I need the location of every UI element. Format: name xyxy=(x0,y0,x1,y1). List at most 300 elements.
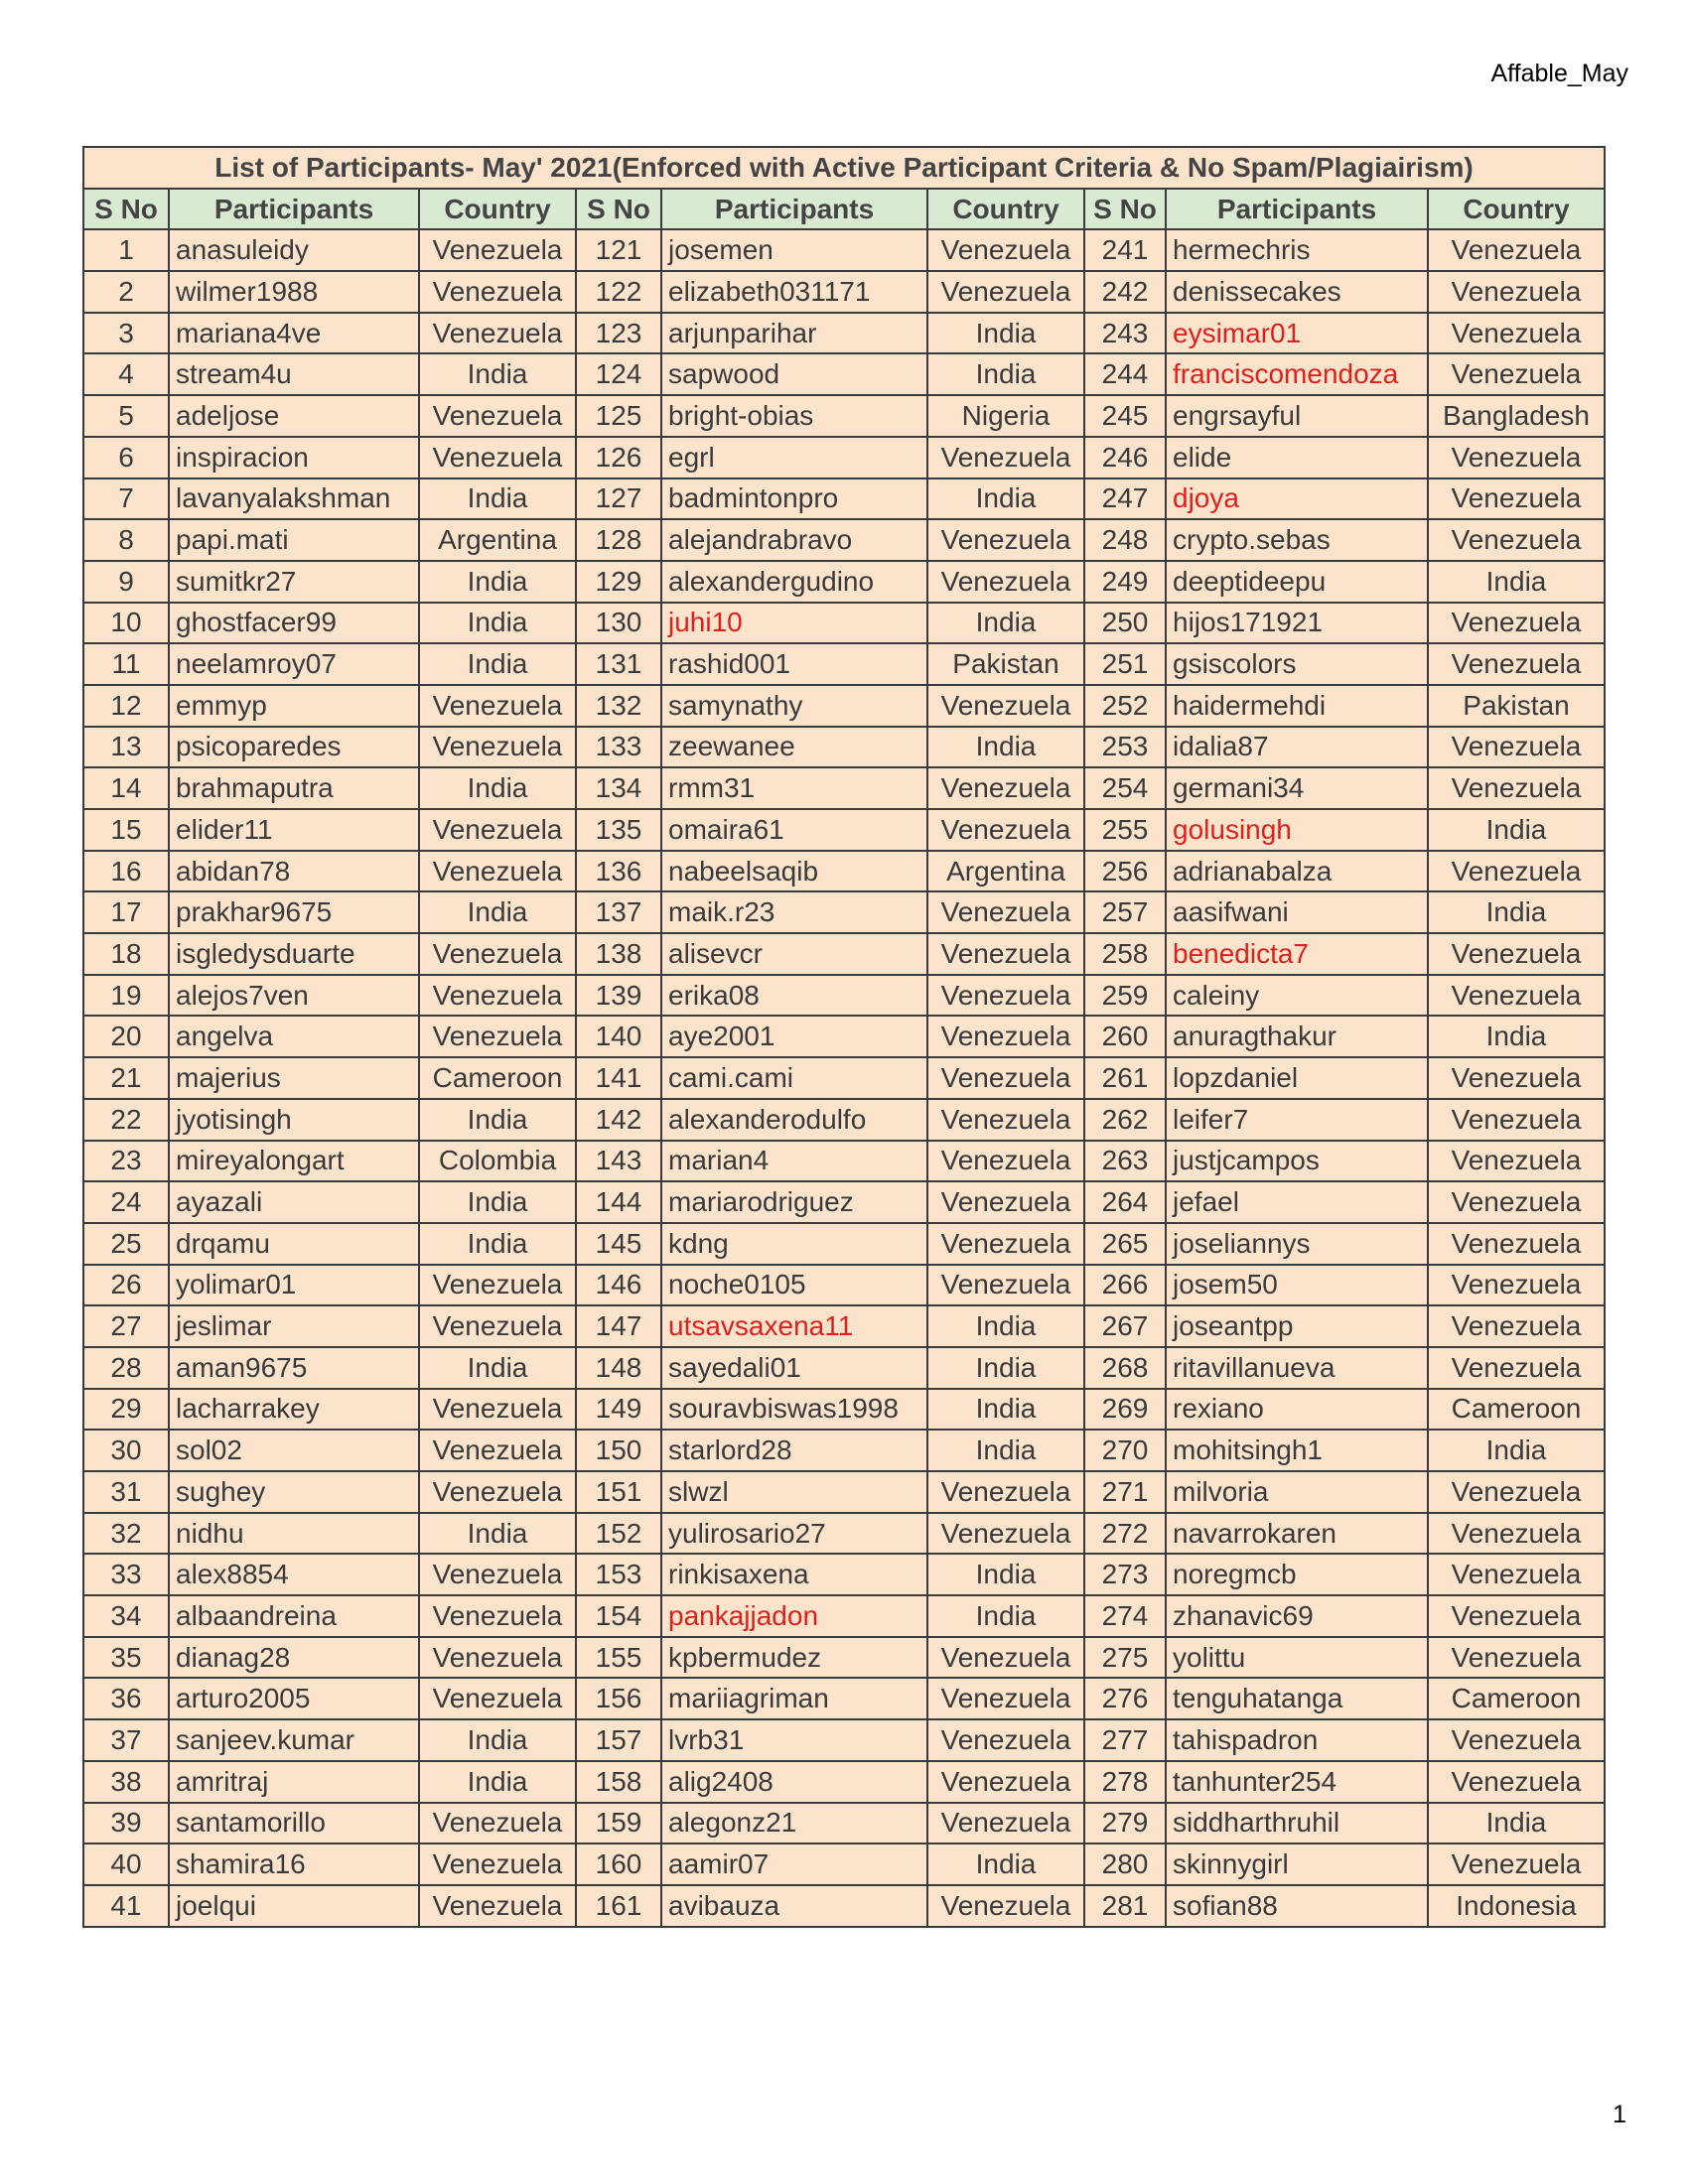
participant-sno: 251 xyxy=(1084,643,1166,685)
participant-name: cami.cami xyxy=(661,1057,927,1099)
participant-country: India xyxy=(927,1430,1084,1471)
participant-country: Venezuela xyxy=(1428,1761,1605,1803)
participant-name: omaira61 xyxy=(661,809,927,851)
participant-name: ayazali xyxy=(169,1181,419,1223)
participant-country: Venezuela xyxy=(1428,1595,1605,1637)
participant-name: dianag28 xyxy=(169,1637,419,1679)
participant-sno: 126 xyxy=(576,437,661,478)
participant-name: josem50 xyxy=(1166,1265,1428,1306)
participant-name: tenguhatanga xyxy=(1166,1678,1428,1719)
participant-sno: 41 xyxy=(83,1885,169,1927)
table-row xyxy=(83,767,1605,809)
participant-name: alig2408 xyxy=(661,1761,927,1803)
participant-sno: 7 xyxy=(83,478,169,520)
participant-country: India xyxy=(927,1305,1084,1347)
participant-name: joseliannys xyxy=(1166,1223,1428,1265)
participant-sno: 250 xyxy=(1084,603,1166,644)
participant-name: isgledysduarte xyxy=(169,933,419,975)
participant-country: Venezuela xyxy=(1428,1223,1605,1265)
participant-name: lvrb31 xyxy=(661,1719,927,1761)
participant-country: India xyxy=(927,353,1084,395)
participant-name: papi.mati xyxy=(169,519,419,561)
participant-country: Venezuela xyxy=(419,727,576,768)
participant-sno: 271 xyxy=(1084,1471,1166,1513)
participant-sno: 273 xyxy=(1084,1554,1166,1595)
participant-sno: 25 xyxy=(83,1223,169,1265)
participant-sno: 35 xyxy=(83,1637,169,1679)
participant-name: aman9675 xyxy=(169,1347,419,1389)
participant-sno: 264 xyxy=(1084,1181,1166,1223)
participant-country: Venezuela xyxy=(419,229,576,271)
participant-country: India xyxy=(419,767,576,809)
participant-sno: 11 xyxy=(83,643,169,685)
participant-name: skinnygirl xyxy=(1166,1843,1428,1885)
table-row xyxy=(83,1347,1605,1389)
participant-name: joelqui xyxy=(169,1885,419,1927)
participant-sno: 261 xyxy=(1084,1057,1166,1099)
participant-sno: 152 xyxy=(576,1513,661,1555)
participant-sno: 34 xyxy=(83,1595,169,1637)
table-row xyxy=(83,353,1605,395)
participant-sno: 40 xyxy=(83,1843,169,1885)
table-row xyxy=(83,1016,1605,1057)
participant-sno: 22 xyxy=(83,1099,169,1141)
participant-sno: 256 xyxy=(1084,851,1166,892)
participant-sno: 14 xyxy=(83,767,169,809)
participant-sno: 146 xyxy=(576,1265,661,1306)
participant-country: Venezuela xyxy=(419,809,576,851)
participant-sno: 31 xyxy=(83,1471,169,1513)
participant-country: Venezuela xyxy=(1428,229,1605,271)
participant-name: inspiracion xyxy=(169,437,419,478)
participant-sno: 16 xyxy=(83,851,169,892)
participant-name: justjcampos xyxy=(1166,1141,1428,1182)
participant-sno: 17 xyxy=(83,891,169,933)
table-row xyxy=(83,643,1605,685)
participant-sno: 133 xyxy=(576,727,661,768)
table-title: List of Participants- May' 2021(Enforced with Active Participant Criteria & No Spam/Plagiairism) xyxy=(83,147,1605,189)
participant-sno: 139 xyxy=(576,975,661,1017)
participant-name: alisevcr xyxy=(661,933,927,975)
participant-country: Venezuela xyxy=(927,1016,1084,1057)
table-row xyxy=(83,1803,1605,1844)
participant-sno: 260 xyxy=(1084,1016,1166,1057)
participant-sno: 123 xyxy=(576,313,661,354)
participant-name: erika08 xyxy=(661,975,927,1017)
participant-sno: 138 xyxy=(576,933,661,975)
participant-name: sol02 xyxy=(169,1430,419,1471)
participant-country: Argentina xyxy=(927,851,1084,892)
participant-name: zhanavic69 xyxy=(1166,1595,1428,1637)
table-row xyxy=(83,1595,1605,1637)
participant-country: India xyxy=(419,1181,576,1223)
participant-country: Venezuela xyxy=(1428,1347,1605,1389)
participant-name: golusingh xyxy=(1166,809,1428,851)
participant-name: shamira16 xyxy=(169,1843,419,1885)
participant-sno: 1 xyxy=(83,229,169,271)
participant-sno: 141 xyxy=(576,1057,661,1099)
participant-country: Venezuela xyxy=(419,395,576,437)
participant-country: Venezuela xyxy=(1428,353,1605,395)
participant-country: Venezuela xyxy=(419,1430,576,1471)
participant-name: benedicta7 xyxy=(1166,933,1428,975)
table-row xyxy=(83,727,1605,768)
participant-country: India xyxy=(419,1347,576,1389)
table-row xyxy=(83,1305,1605,1347)
participant-country: Venezuela xyxy=(419,851,576,892)
participant-sno: 254 xyxy=(1084,767,1166,809)
participant-name: joseantpp xyxy=(1166,1305,1428,1347)
participant-country: Venezuela xyxy=(927,1719,1084,1761)
participant-country: India xyxy=(419,561,576,603)
participant-name: nabeelsaqib xyxy=(661,851,927,892)
participant-name: wilmer1988 xyxy=(169,271,419,313)
participant-sno: 159 xyxy=(576,1803,661,1844)
participant-country: Venezuela xyxy=(927,561,1084,603)
column-header-country: Country xyxy=(1428,189,1605,230)
participant-country: Venezuela xyxy=(1428,1181,1605,1223)
participant-name: franciscomendoza xyxy=(1166,353,1428,395)
participant-country: Venezuela xyxy=(419,1885,576,1927)
participant-country: Venezuela xyxy=(927,891,1084,933)
participant-name: juhi10 xyxy=(661,603,927,644)
participant-country: Venezuela xyxy=(1428,519,1605,561)
table-row xyxy=(83,1471,1605,1513)
participant-country: Venezuela xyxy=(1428,1265,1605,1306)
participant-country: India xyxy=(419,478,576,520)
participant-name: aasifwani xyxy=(1166,891,1428,933)
participant-sno: 247 xyxy=(1084,478,1166,520)
participant-name: mariarodriguez xyxy=(661,1181,927,1223)
table-row xyxy=(83,1719,1605,1761)
participant-country: Venezuela xyxy=(927,1099,1084,1141)
participant-sno: 265 xyxy=(1084,1223,1166,1265)
participant-sno: 272 xyxy=(1084,1513,1166,1555)
participant-country: India xyxy=(1428,1430,1605,1471)
participant-country: Venezuela xyxy=(1428,437,1605,478)
participant-sno: 244 xyxy=(1084,353,1166,395)
participant-country: Colombia xyxy=(419,1141,576,1182)
participant-sno: 32 xyxy=(83,1513,169,1555)
table-row xyxy=(83,1513,1605,1555)
participant-sno: 39 xyxy=(83,1803,169,1844)
participant-sno: 28 xyxy=(83,1347,169,1389)
participant-sno: 280 xyxy=(1084,1843,1166,1885)
participant-sno: 266 xyxy=(1084,1265,1166,1306)
participant-country: Venezuela xyxy=(927,1513,1084,1555)
participant-sno: 263 xyxy=(1084,1141,1166,1182)
participant-sno: 249 xyxy=(1084,561,1166,603)
participant-country: Venezuela xyxy=(927,933,1084,975)
participant-country: Venezuela xyxy=(1428,1719,1605,1761)
participant-country: India xyxy=(419,1719,576,1761)
participant-country: Venezuela xyxy=(927,1057,1084,1099)
participant-country: Venezuela xyxy=(419,313,576,354)
participant-sno: 125 xyxy=(576,395,661,437)
participant-name: mohitsingh1 xyxy=(1166,1430,1428,1471)
column-header-participants: Participants xyxy=(1166,189,1428,230)
participant-name: mariana4ve xyxy=(169,313,419,354)
participant-name: deeptideepu xyxy=(1166,561,1428,603)
participant-country: Cameroon xyxy=(1428,1389,1605,1431)
participant-country: Venezuela xyxy=(1428,1471,1605,1513)
table-row xyxy=(83,229,1605,271)
participant-country: Venezuela xyxy=(1428,1843,1605,1885)
table-row xyxy=(83,1389,1605,1431)
participant-name: rmm31 xyxy=(661,767,927,809)
participant-country: India xyxy=(419,353,576,395)
participant-country: Venezuela xyxy=(1428,1513,1605,1555)
participant-sno: 18 xyxy=(83,933,169,975)
participant-name: hijos171921 xyxy=(1166,603,1428,644)
participant-name: amritraj xyxy=(169,1761,419,1803)
participant-country: India xyxy=(419,1761,576,1803)
participant-sno: 161 xyxy=(576,1885,661,1927)
participant-name: albaandreina xyxy=(169,1595,419,1637)
participant-country: Indonesia xyxy=(1428,1885,1605,1927)
participant-country: India xyxy=(1428,891,1605,933)
participant-name: nidhu xyxy=(169,1513,419,1555)
participant-sno: 153 xyxy=(576,1554,661,1595)
participant-sno: 15 xyxy=(83,809,169,851)
participant-rows xyxy=(83,229,1605,1926)
participant-country: Venezuela xyxy=(1428,727,1605,768)
table-row xyxy=(83,1430,1605,1471)
participant-sno: 137 xyxy=(576,891,661,933)
participant-sno: 253 xyxy=(1084,727,1166,768)
participant-sno: 129 xyxy=(576,561,661,603)
participant-name: mariiagriman xyxy=(661,1678,927,1719)
participant-country: Venezuela xyxy=(927,271,1084,313)
participant-name: emmyp xyxy=(169,685,419,727)
participant-sno: 151 xyxy=(576,1471,661,1513)
participant-country: Venezuela xyxy=(927,809,1084,851)
participant-sno: 274 xyxy=(1084,1595,1166,1637)
participant-country: Venezuela xyxy=(419,1471,576,1513)
participant-name: yulirosario27 xyxy=(661,1513,927,1555)
participant-sno: 21 xyxy=(83,1057,169,1099)
participant-sno: 9 xyxy=(83,561,169,603)
participant-sno: 257 xyxy=(1084,891,1166,933)
table-row xyxy=(83,891,1605,933)
participant-country: Venezuela xyxy=(1428,1637,1605,1679)
table-row xyxy=(83,313,1605,354)
participant-country: India xyxy=(419,1223,576,1265)
table-row xyxy=(83,478,1605,520)
participant-sno: 270 xyxy=(1084,1430,1166,1471)
participant-sno: 242 xyxy=(1084,271,1166,313)
participant-country: Venezuela xyxy=(419,933,576,975)
participant-sno: 33 xyxy=(83,1554,169,1595)
table-row xyxy=(83,603,1605,644)
participant-country: India xyxy=(1428,1803,1605,1844)
participant-country: Venezuela xyxy=(927,1471,1084,1513)
participant-sno: 279 xyxy=(1084,1803,1166,1844)
participant-sno: 5 xyxy=(83,395,169,437)
participant-country: Venezuela xyxy=(1428,933,1605,975)
participant-country: Venezuela xyxy=(927,1141,1084,1182)
participant-sno: 131 xyxy=(576,643,661,685)
participant-country: Venezuela xyxy=(927,1803,1084,1844)
participant-name: maik.r23 xyxy=(661,891,927,933)
participant-name: adeljose xyxy=(169,395,419,437)
participant-sno: 38 xyxy=(83,1761,169,1803)
participant-country: India xyxy=(419,1099,576,1141)
column-header-row xyxy=(83,189,1605,230)
participant-name: elide xyxy=(1166,437,1428,478)
participant-country: Pakistan xyxy=(927,643,1084,685)
participant-name: aamir07 xyxy=(661,1843,927,1885)
participant-name: sapwood xyxy=(661,353,927,395)
participant-name: alex8854 xyxy=(169,1554,419,1595)
participant-name: haidermehdi xyxy=(1166,685,1428,727)
participant-sno: 245 xyxy=(1084,395,1166,437)
participant-sno: 145 xyxy=(576,1223,661,1265)
participant-country: Venezuela xyxy=(419,1265,576,1306)
participant-name: alexanderodulfo xyxy=(661,1099,927,1141)
participant-name: neelamroy07 xyxy=(169,643,419,685)
participant-name: egrl xyxy=(661,437,927,478)
participant-sno: 122 xyxy=(576,271,661,313)
participant-sno: 27 xyxy=(83,1305,169,1347)
participant-sno: 3 xyxy=(83,313,169,354)
participant-sno: 252 xyxy=(1084,685,1166,727)
participant-name: santamorillo xyxy=(169,1803,419,1844)
participant-sno: 149 xyxy=(576,1389,661,1431)
participant-sno: 259 xyxy=(1084,975,1166,1017)
table-row xyxy=(83,561,1605,603)
participant-country: Venezuela xyxy=(1428,478,1605,520)
participant-name: pankajjadon xyxy=(661,1595,927,1637)
participant-country: India xyxy=(1428,809,1605,851)
document-header-tag: Affable_May xyxy=(1490,60,1628,87)
participant-country: India xyxy=(1428,561,1605,603)
participant-name: alexandergudino xyxy=(661,561,927,603)
participant-name: engrsayful xyxy=(1166,395,1428,437)
participant-sno: 19 xyxy=(83,975,169,1017)
page-number: 1 xyxy=(1613,2101,1626,2128)
participant-sno: 2 xyxy=(83,271,169,313)
participant-name: anasuleidy xyxy=(169,229,419,271)
participant-sno: 20 xyxy=(83,1016,169,1057)
column-header-sno: S No xyxy=(576,189,661,230)
participant-country: Venezuela xyxy=(927,1265,1084,1306)
participant-sno: 127 xyxy=(576,478,661,520)
participant-sno: 140 xyxy=(576,1016,661,1057)
participant-name: gsiscolors xyxy=(1166,643,1428,685)
participant-country: Venezuela xyxy=(1428,271,1605,313)
table-row xyxy=(83,809,1605,851)
participant-country: India xyxy=(927,603,1084,644)
participant-sno: 132 xyxy=(576,685,661,727)
participant-country: Venezuela xyxy=(1428,313,1605,354)
table-row xyxy=(83,1678,1605,1719)
participant-sno: 144 xyxy=(576,1181,661,1223)
participant-country: Venezuela xyxy=(419,1843,576,1885)
participant-name: tahispadron xyxy=(1166,1719,1428,1761)
participant-name: lacharrakey xyxy=(169,1389,419,1431)
participant-country: Venezuela xyxy=(1428,851,1605,892)
table-row xyxy=(83,395,1605,437)
participant-name: drqamu xyxy=(169,1223,419,1265)
participant-name: yolittu xyxy=(1166,1637,1428,1679)
participant-name: tanhunter254 xyxy=(1166,1761,1428,1803)
participant-country: India xyxy=(927,1595,1084,1637)
participant-sno: 6 xyxy=(83,437,169,478)
participant-sno: 4 xyxy=(83,353,169,395)
participant-name: bright-obias xyxy=(661,395,927,437)
participant-name: siddharthruhil xyxy=(1166,1803,1428,1844)
participant-country: India xyxy=(419,891,576,933)
participant-name: kpbermudez xyxy=(661,1637,927,1679)
participant-sno: 276 xyxy=(1084,1678,1166,1719)
participant-name: crypto.sebas xyxy=(1166,519,1428,561)
participant-sno: 277 xyxy=(1084,1719,1166,1761)
table-row xyxy=(83,1265,1605,1306)
participant-country: Venezuela xyxy=(1428,1141,1605,1182)
participant-country: Venezuela xyxy=(419,1637,576,1679)
participant-name: avibauza xyxy=(661,1885,927,1927)
participants-table xyxy=(82,146,1606,1928)
participant-sno: 37 xyxy=(83,1719,169,1761)
participant-name: alegonz21 xyxy=(661,1803,927,1844)
participant-sno: 275 xyxy=(1084,1637,1166,1679)
participant-country: Venezuela xyxy=(419,1595,576,1637)
participant-country: Bangladesh xyxy=(1428,395,1605,437)
participant-sno: 8 xyxy=(83,519,169,561)
participant-sno: 26 xyxy=(83,1265,169,1306)
participant-sno: 154 xyxy=(576,1595,661,1637)
participant-name: rinkisaxena xyxy=(661,1554,927,1595)
participant-sno: 30 xyxy=(83,1430,169,1471)
participant-country: Venezuela xyxy=(419,1803,576,1844)
table-row xyxy=(83,1181,1605,1223)
participant-country: Venezuela xyxy=(927,975,1084,1017)
participant-sno: 243 xyxy=(1084,313,1166,354)
table-row xyxy=(83,1885,1605,1927)
participant-country: India xyxy=(1428,1016,1605,1057)
participant-sno: 160 xyxy=(576,1843,661,1885)
participant-name: noche0105 xyxy=(661,1265,927,1306)
participant-country: Cameroon xyxy=(1428,1678,1605,1719)
participant-sno: 124 xyxy=(576,353,661,395)
participant-country: Pakistan xyxy=(1428,685,1605,727)
participant-name: zeewanee xyxy=(661,727,927,768)
participant-name: anuragthakur xyxy=(1166,1016,1428,1057)
participant-country: Venezuela xyxy=(419,975,576,1017)
participant-name: idalia87 xyxy=(1166,727,1428,768)
table-row xyxy=(83,1761,1605,1803)
participant-country: Venezuela xyxy=(927,1678,1084,1719)
participant-name: utsavsaxena11 xyxy=(661,1305,927,1347)
participant-name: starlord28 xyxy=(661,1430,927,1471)
participant-country: Venezuela xyxy=(419,1554,576,1595)
table-row xyxy=(83,1843,1605,1885)
participant-country: Venezuela xyxy=(927,437,1084,478)
participant-country: Venezuela xyxy=(927,1761,1084,1803)
table-row xyxy=(83,933,1605,975)
participant-sno: 147 xyxy=(576,1305,661,1347)
participant-name: angelva xyxy=(169,1016,419,1057)
participant-country: Venezuela xyxy=(927,685,1084,727)
participant-name: arturo2005 xyxy=(169,1678,419,1719)
participant-name: slwzl xyxy=(661,1471,927,1513)
participant-sno: 135 xyxy=(576,809,661,851)
participant-name: sanjeev.kumar xyxy=(169,1719,419,1761)
participant-sno: 157 xyxy=(576,1719,661,1761)
table-row xyxy=(83,1637,1605,1679)
participant-name: kdng xyxy=(661,1223,927,1265)
